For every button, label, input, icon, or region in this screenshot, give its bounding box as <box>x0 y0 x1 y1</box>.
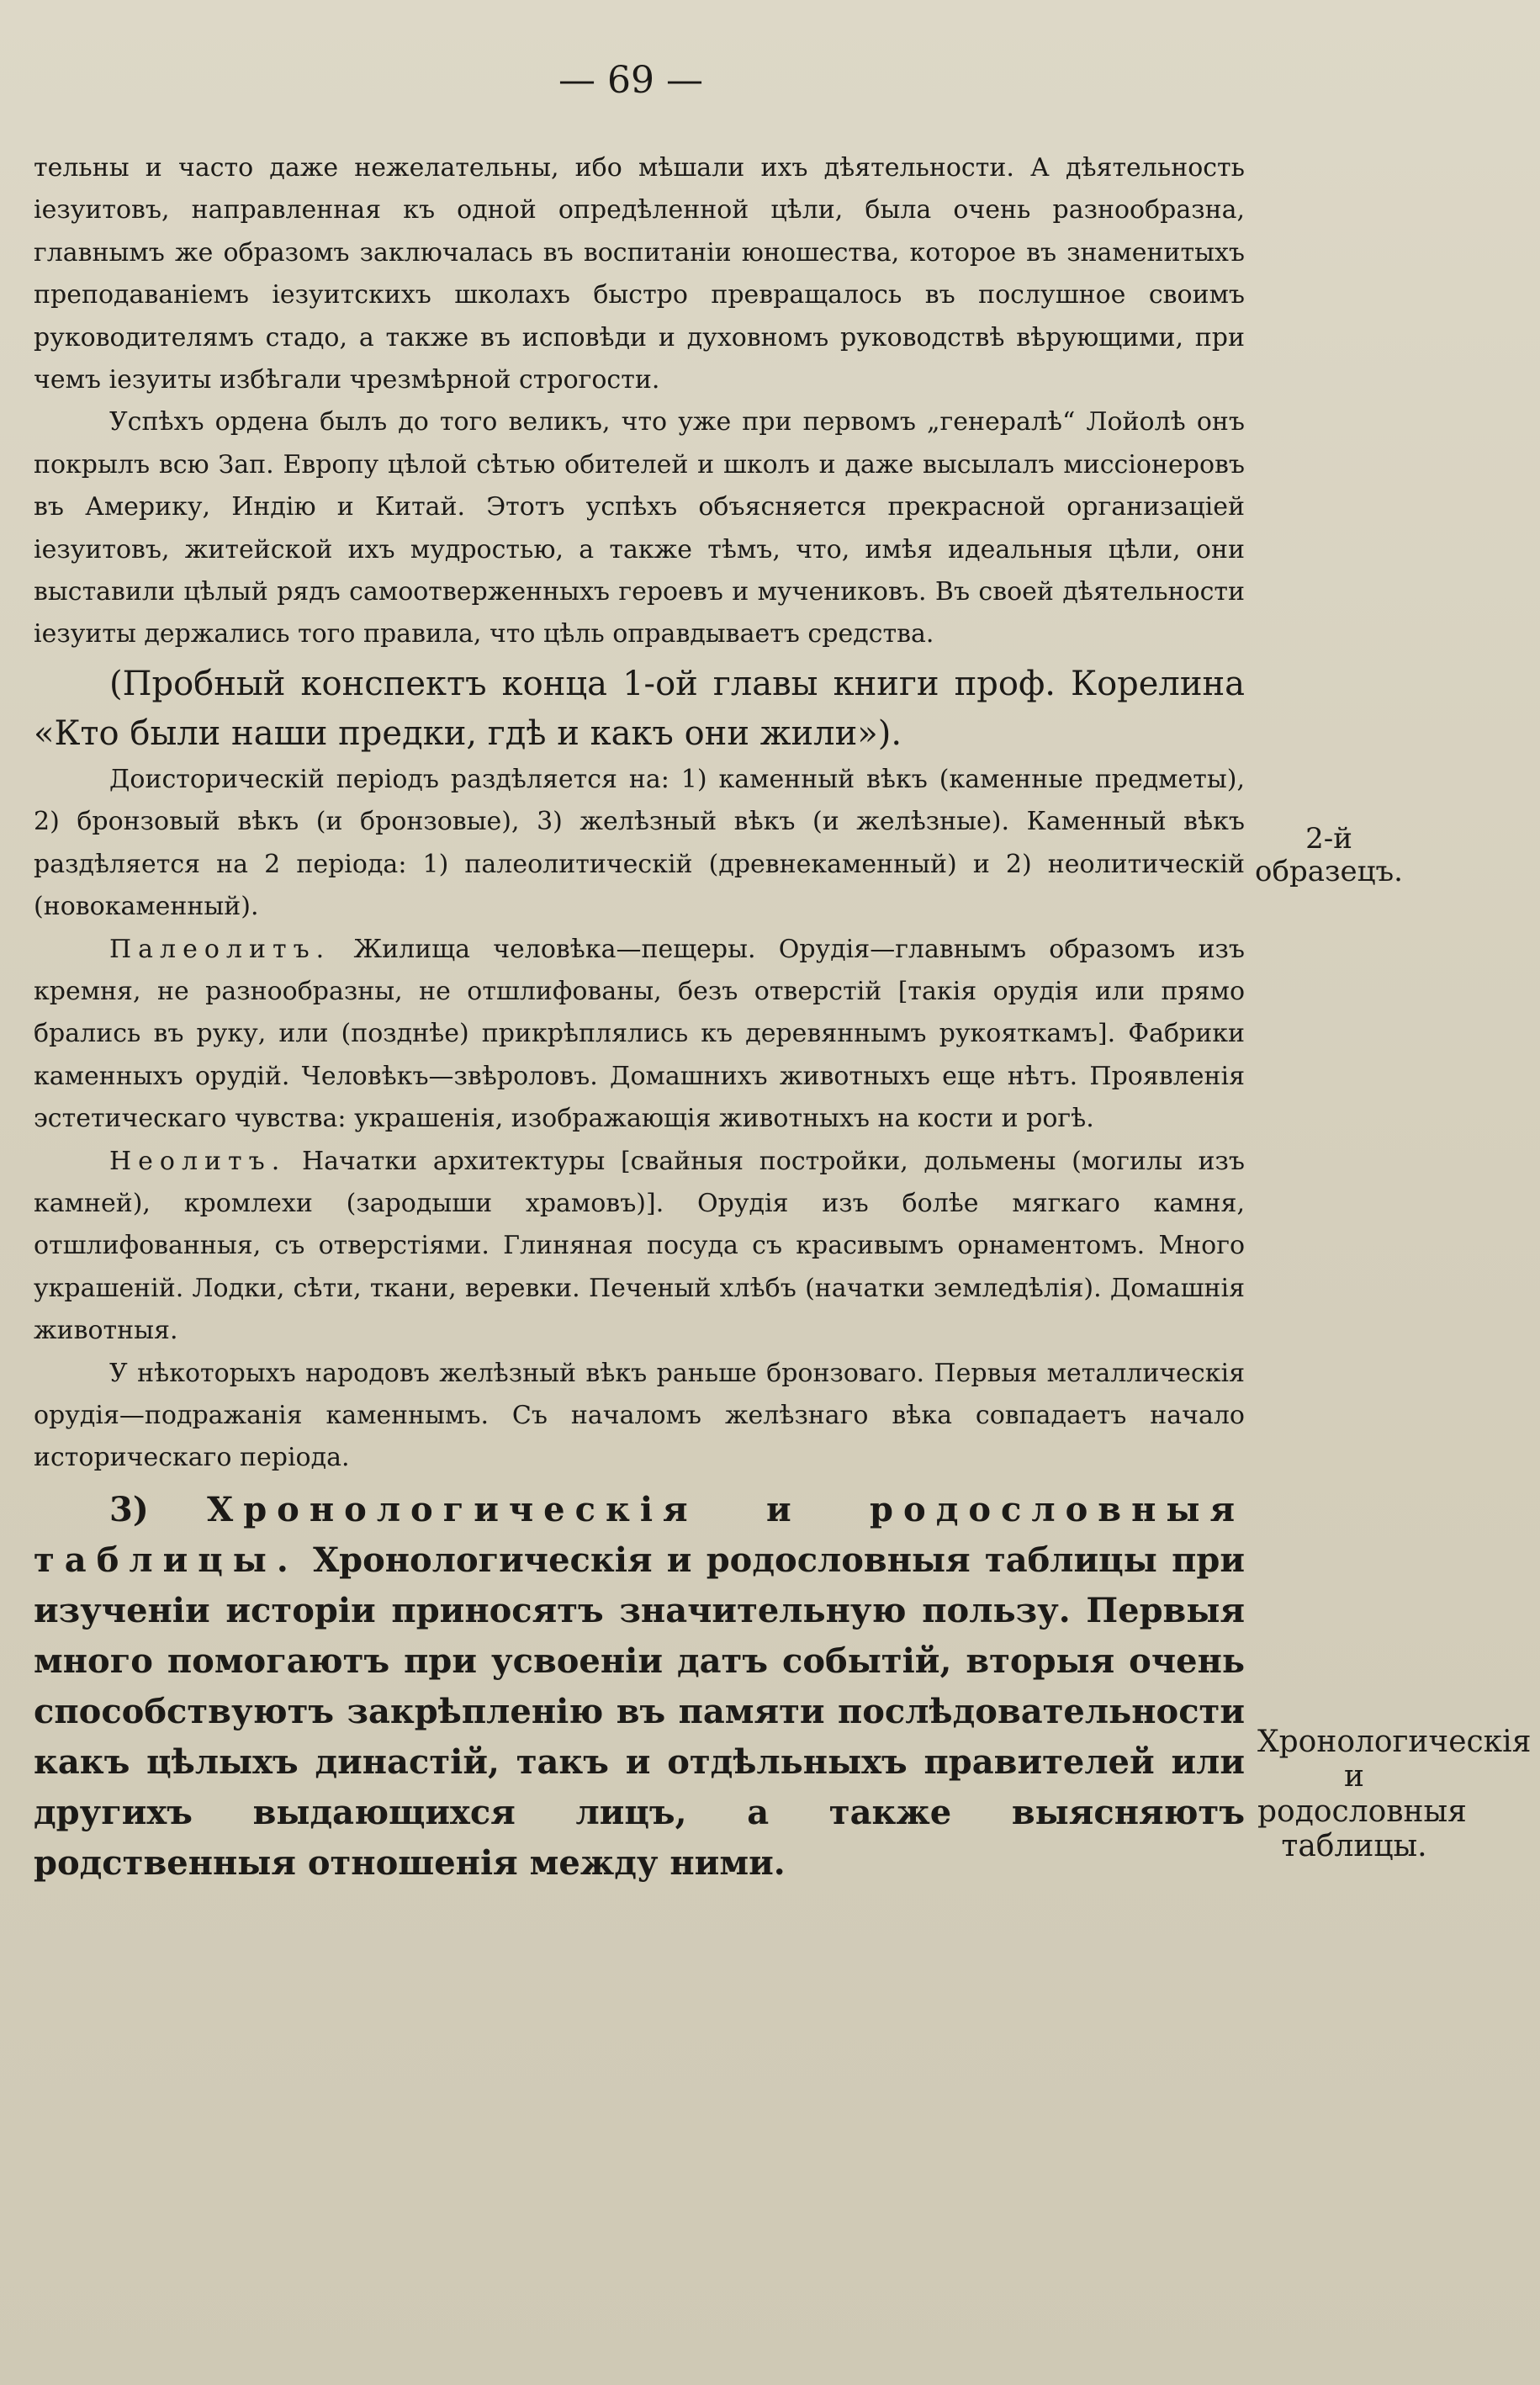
term-tables: Хронологическія и родословныя таблицы. <box>34 1489 1245 1580</box>
paragraph-3: Доисторическій періодъ раздѣляется на: 1) каменный вѣкъ (каменные предметы), 2) бронзовый вѣкъ (и бронзовые), 3) желѣзный вѣкъ (и желѣзные). Каменный вѣкъ раздѣляется на 2 періода: 1) палеолитическій (древнекаменный) и 2) неолитическій (новокаменный). <box>34 765 1245 922</box>
page-number: — 69 — <box>558 59 703 102</box>
paragraph-4 <box>34 929 1245 1141</box>
paragraph-2: Успѣхъ ордена былъ до того великъ, что уже при первомъ „генералѣ“ Лойолѣ онъ покрылъ всю Зап. Европу цѣлой сѣтью обителей и школъ и даже высылалъ миссіонеровъ въ Америку, Индію и Китай. Этотъ успѣхъ объясняется прекрасной организаціей іезуитовъ, житейской ихъ мудростью, а также тѣмъ, что, имѣя идеальныя цѣли, они выставили цѣлый рядъ самоотверженныхъ героевъ и мучениковъ. Въ своей дѣятельности іезуиты держались того правила, что цѣль оправдываетъ средства. <box>34 407 1245 649</box>
paragraph-6: У нѣкоторыхъ народовъ желѣзный вѣкъ раньше бронзоваго. Первыя металлическія орудія—подражанія каменнымъ. Съ началомъ желѣзнаго вѣка совпадаетъ начало историческаго періода. <box>34 1358 1245 1473</box>
section-heading: (Пробный конспектъ конца 1-ой главы книги проф. Корелина «Кто были наши предки, гдѣ и какъ они жили»). <box>34 664 1245 753</box>
term-neolith: Неолитъ. <box>109 1146 287 1176</box>
paragraph-7-text: Хронологическія и родословныя таблицы при изученіи исторіи приносятъ значительную пользу. Первыя много помогаютъ при усвоеніи датъ событій, вторыя очень способствуютъ закрѣпленію въ памяти послѣдовательности какъ цѣлыхъ династій, такъ и отдѣльныхъ правителей или другихъ выдающихся лицъ, а также выясняютъ родственныя отношенія между ними. <box>34 1540 1245 1883</box>
term-paleolith: Палеолитъ. <box>109 934 331 964</box>
main-text <box>34 147 1245 1889</box>
paragraph-7 <box>34 1485 1245 1889</box>
section-number: 3) <box>109 1489 149 1529</box>
paragraph-5 <box>34 1141 1245 1353</box>
margin-note-sample: 2-й образецъ. <box>1255 822 1403 889</box>
margin-note-tables: Хронологическія и родословныя таблицы. <box>1257 1725 1532 1864</box>
paragraph-4-text: Жилища человѣка—пещеры. Орудія—главнымъ образомъ изъ кремня, не разнообразны, не отшлифованы, безъ отверстій [такія орудія или прямо брались въ руку, или (позднѣе) прикрѣплялись къ деревяннымъ рукояткамъ]. Фабрики каменныхъ орудій. Человѣкъ—звѣроловъ. Домашнихъ животныхъ еще нѣтъ. Проявленія эстетическаго чувства: украшенія, изображающія животныхъ на кости и рогѣ. <box>34 934 1245 1134</box>
paragraph-5-text: Начатки архитектуры [свайныя постройки, дольмены (могилы изъ камней), кромлехи (зародыши храмовъ)]. Орудія изъ болѣе мягкаго камня, отшлифованныя, съ отверстіями. Глиняная посуда съ красивымъ орнаментомъ. Много украшеній. Лодки, сѣти, ткани, веревки. Печеный хлѣбъ (начатки земледѣлія). Домашнія животныя. <box>34 1146 1245 1346</box>
paragraph-1: тельны и часто даже нежелательны, ибо мѣшали ихъ дѣятельности. А дѣятельность іезуитовъ, направленная къ одной опредѣленной цѣли, была очень разнообразна, главнымъ же образомъ заключалась въ воспитаніи юношества, которое въ знаменитыхъ преподаваніемъ іезуитскихъ школахъ быстро превращалось въ послушное своимъ руководителямъ стадо, а также въ исповѣди и духовномъ руководствѣ вѣрующими, при чемъ іезуиты избѣгали чрезмѣрной строгости. <box>34 153 1245 395</box>
